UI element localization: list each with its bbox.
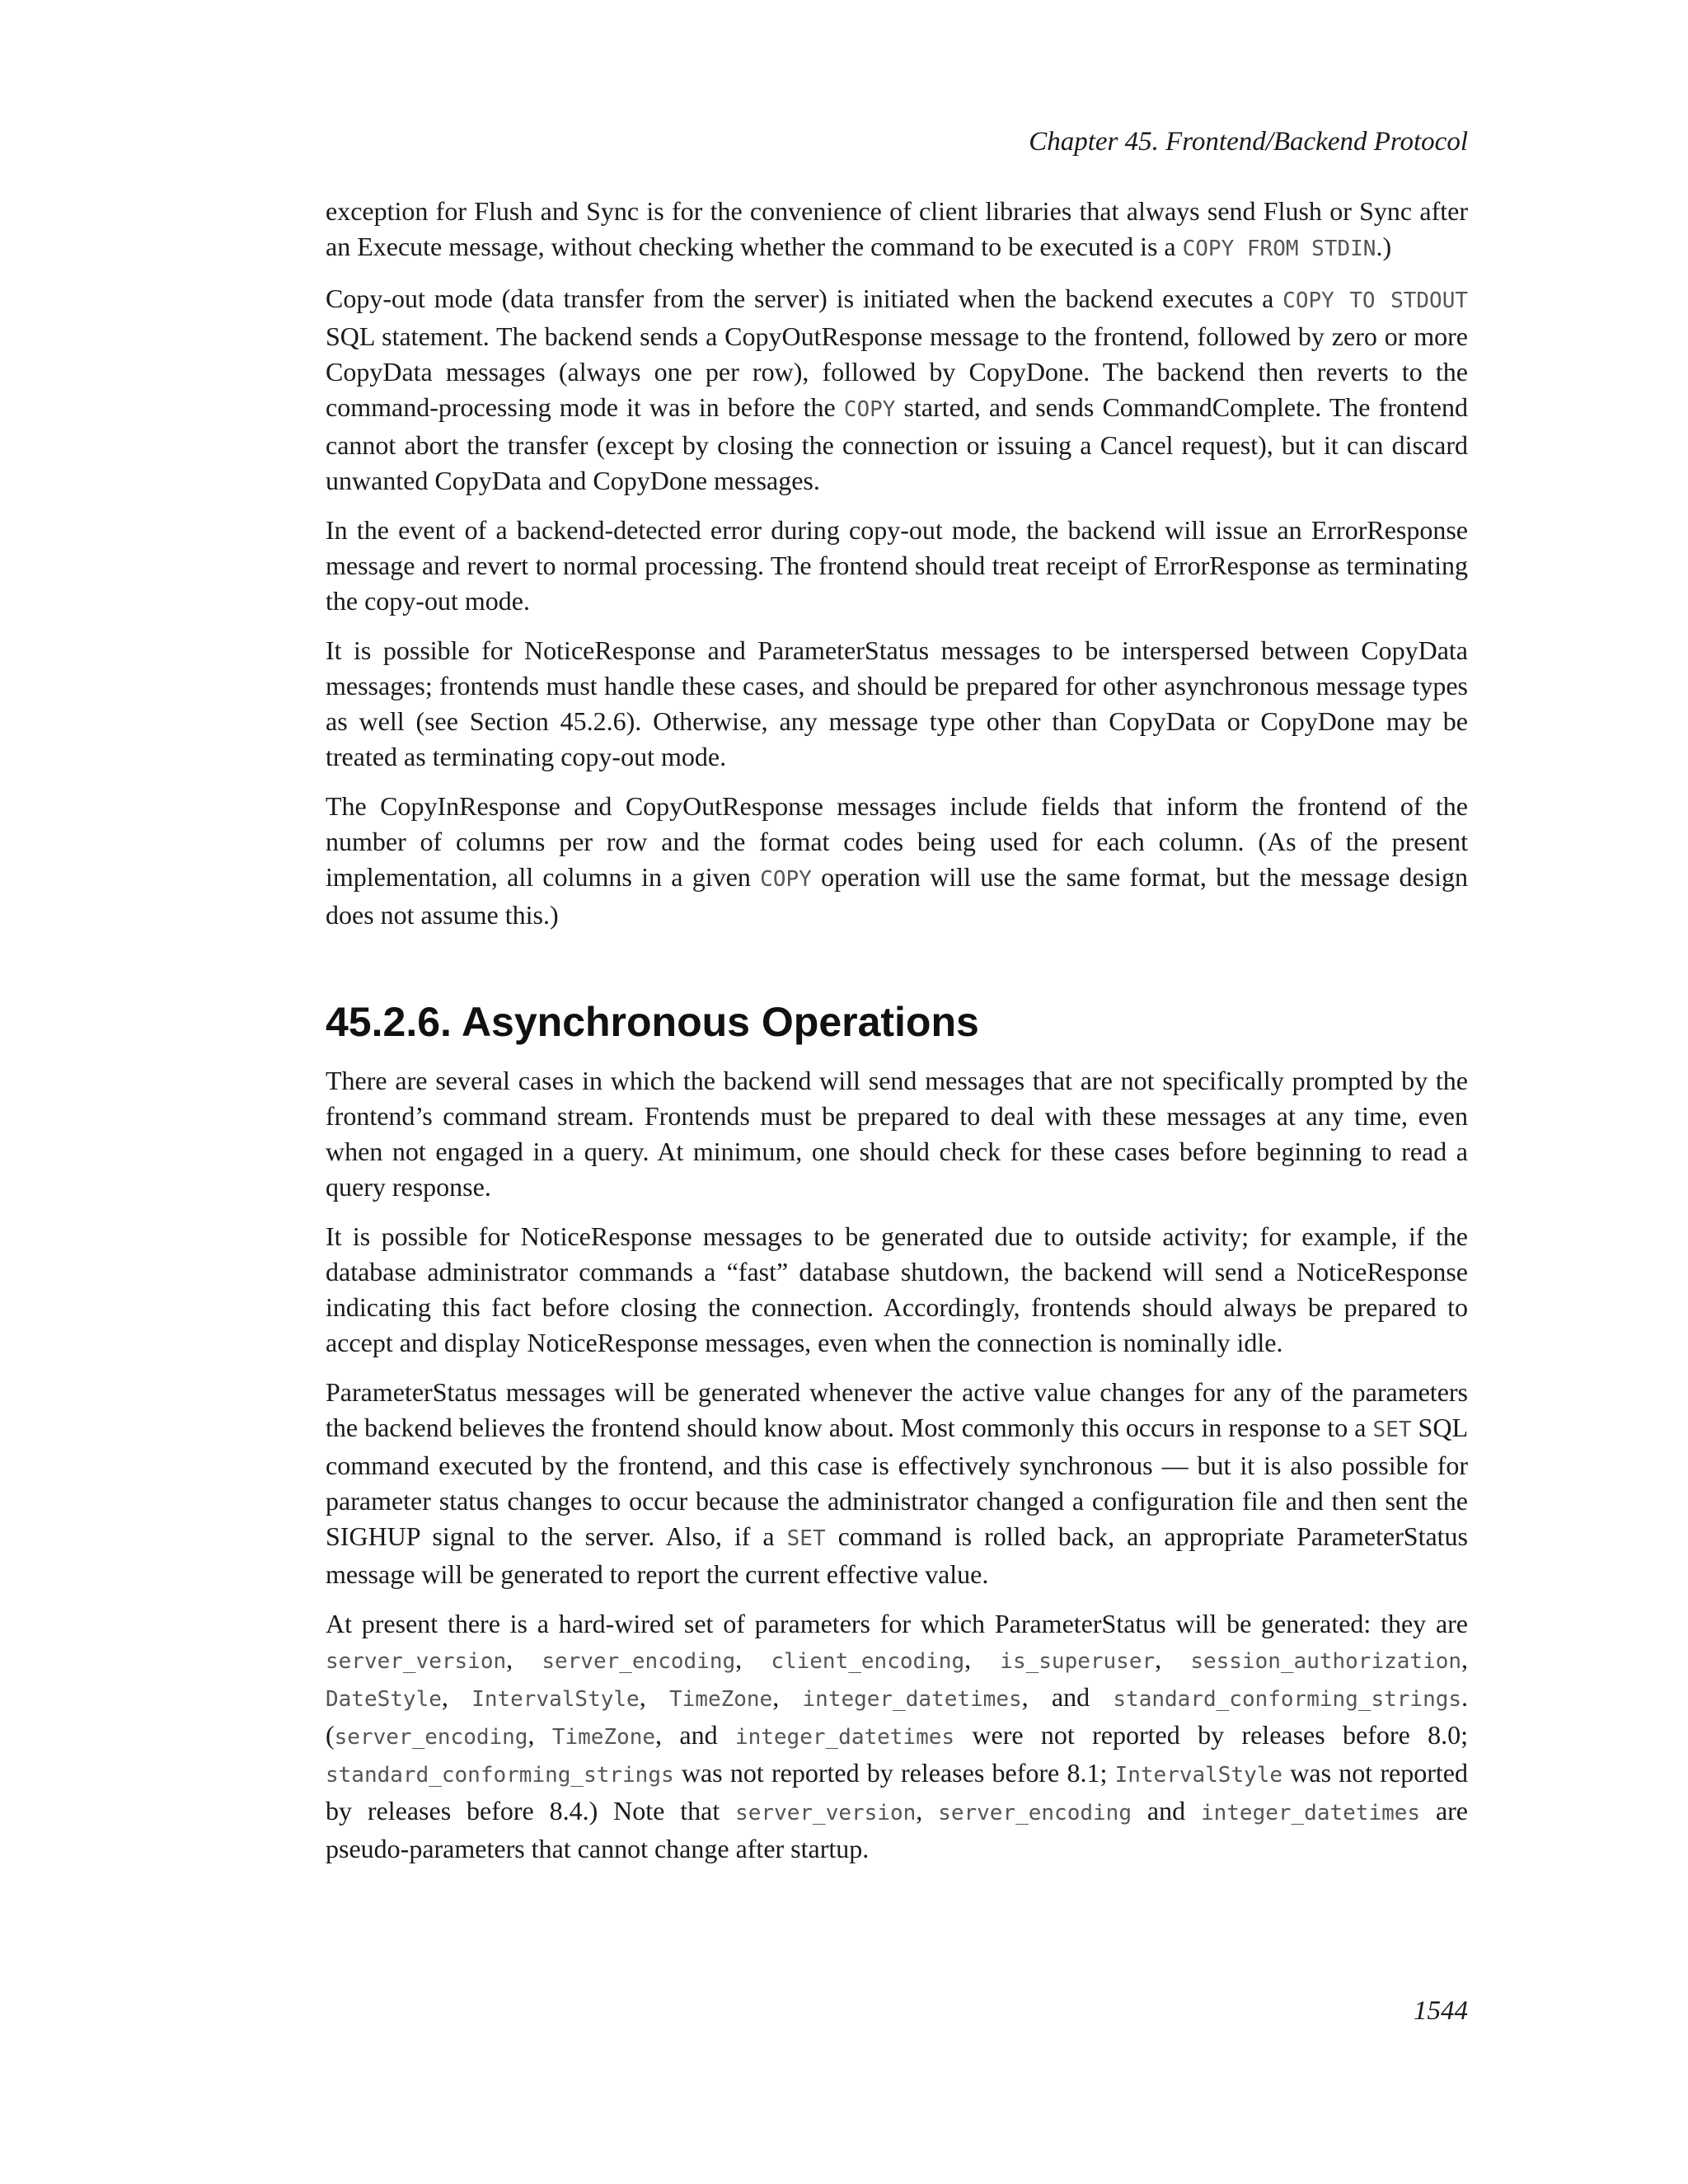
code-set: SET — [786, 1526, 826, 1551]
code-server-encoding: server_encoding — [938, 1801, 1132, 1825]
paragraph-copy-responses: The CopyInResponse and CopyOutResponse messages include fields that inform the frontend of the number of columns per row and the format codes being used for each column. (As of the present implementation, all columns in a given COPY operation will use the same format, but the message design does not assume this.) — [326, 791, 1469, 930]
paragraph-parameter-list: At present there is a hard-wired set of parameters for which ParameterStatus will be generated: they are server_version, server_encoding, client_encoding, is_superuser, session_authorization, DateStyle, IntervalStyle, TimeZone, integer_datetimes, and standard_conforming_strings. (server_encoding, TimeZone, and integer_datetimes were not reported by releases before 8.0; standard_conforming_strings was not reported by releases before 8.1; IntervalStyle was not reported by releases before 8.4.) Note that server_version, server_encoding and integer_datetimes are pseudo-parameters that cannot change after startup. — [326, 1609, 1469, 1863]
code-is-superuser: is_superuser — [1000, 1649, 1156, 1674]
paragraph-async-intro: There are several cases in which the backend will send messages that are not specifically prompted by the frontend’s command stream. Frontends must be prepared to deal with these messages at any time, even when not engaged in a query. At minimum, one should check for these cases before beginning to read a query response. — [326, 1066, 1468, 1202]
body-text — [326, 194, 1468, 1881]
paragraph-copy-out-mode: Copy-out mode (data transfer from the server) is initiated when the backend executes a COPY TO STDOUT SQL statement. The backend sends a CopyOutResponse message to the frontend, followed by zero or more CopyData messages (always one per row), followed by CopyDone. The backend then reverts to the command-processing mode it was in before the COPY started, and sends CommandComplete. The frontend cannot abort the transfer (except by closing the connection or issuing a Cancel request), but it can discard unwanted CopyData and CopyDone messages. — [326, 284, 1469, 495]
code-timezone: TimeZone — [668, 1687, 773, 1712]
code-server-encoding: server_encoding — [542, 1649, 736, 1674]
paragraph-notice-response: It is possible for NoticeResponse messages to be generated due to outside activity; for example, if the database administrator commands a “fast” database shutdown, the backend will send a NoticeResponse indicating this fact before closing the connection. Accordingly, frontends should always be prepared to accept and display NoticeResponse messages, even when the connection is nominally idle. — [326, 1221, 1468, 1357]
code-copy-from-stdin: COPY FROM STDIN — [1182, 237, 1376, 261]
code-intervalstyle: IntervalStyle — [471, 1687, 640, 1712]
page-number: 1544 — [1414, 1996, 1468, 2026]
code-integer-datetimes: integer_datetimes — [1200, 1801, 1421, 1825]
code-client-encoding: client_encoding — [771, 1649, 965, 1674]
code-copy-to-stdout: COPY TO STDOUT — [1282, 288, 1469, 313]
code-server-version: server_version — [326, 1649, 507, 1674]
code-integer-datetimes: integer_datetimes — [734, 1725, 955, 1750]
code-standard-conforming-strings: standard_conforming_strings — [1113, 1687, 1462, 1712]
running-header: Chapter 45. Frontend/Backend Protocol — [1029, 127, 1468, 157]
paragraph-parameter-status: ParameterStatus messages will be generated whenever the active value changes for any of the parameters the backend believes the frontend should know about. Most commonly this occurs in response to a SET SQL command executed by the frontend, and this case is effectively synchronous — but it is also possible for parameter status changes to occur because the administrator changed a configuration file and then sent the SIGHUP signal to the server. Also, if a SET command is rolled back, an appropriate ParameterStatus message will be generated to report the current effective value. — [326, 1377, 1469, 1589]
code-integer-datetimes: integer_datetimes — [802, 1687, 1022, 1712]
code-copy: COPY — [843, 397, 896, 422]
code-server-version: server_version — [735, 1801, 917, 1825]
code-intervalstyle: IntervalStyle — [1114, 1763, 1283, 1788]
code-session-authorization: session_authorization — [1190, 1649, 1462, 1674]
paragraph-copy-exception: exception for Flush and Sync is for the convenience of client libraries that always send Flush or Sync after an Execute message, without checking whether the command to be executed is a COPY FROM STDIN.) — [326, 196, 1468, 261]
code-copy: COPY — [760, 867, 812, 892]
code-server-encoding: server_encoding — [334, 1725, 528, 1750]
code-timezone: TimeZone — [551, 1725, 656, 1750]
paragraph-copy-out-error: In the event of a backend-detected error during copy-out mode, the backend will issue an ErrorResponse message and revert to normal processing. The frontend should treat receipt of ErrorResponse as terminating the copy-out mode. — [326, 515, 1468, 616]
paragraph-interspersed-messages: It is possible for NoticeResponse and ParameterStatus messages to be interspersed between CopyData messages; frontends must handle these cases, and should be prepared for other asynchronous message types as well (see Section 45.2.6). Otherwise, any message type other than CopyData or CopyDone may be treated as terminating copy-out mode. — [326, 635, 1468, 771]
code-standard-conforming-strings: standard_conforming_strings — [326, 1763, 674, 1788]
code-datestyle: DateStyle — [326, 1687, 442, 1712]
section-heading: 45.2.6. Asynchronous Operations — [326, 999, 979, 1045]
code-set: SET — [1372, 1418, 1412, 1442]
